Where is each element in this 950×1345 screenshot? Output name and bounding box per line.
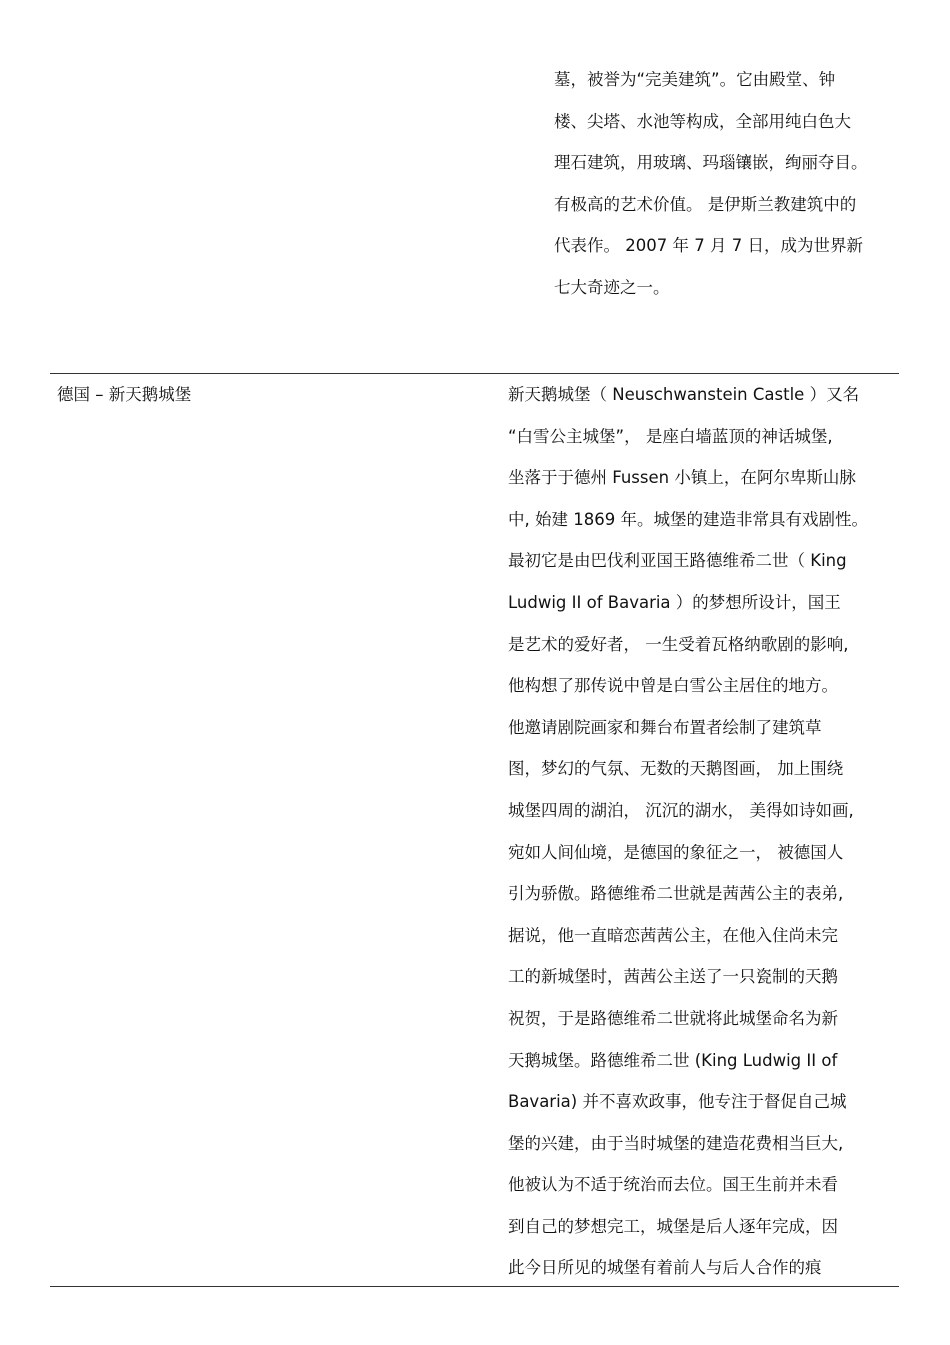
text-line: 中, 始建 1869 年。城堡的建造非常具有戏剧性。 (508, 509, 868, 529)
text-line: 引为骄傲。路德维希二世就是茜茜公主的表弟, (508, 884, 844, 904)
row-description (508, 377, 898, 1292)
text-line: 据说，他一直暗恋茜茜公主，在他入住尚未完 (508, 925, 838, 945)
text-line: 城堡四周的湖泊， 沉沉的湖水， 美得如诗如画, (508, 800, 854, 820)
table-rule-top (50, 373, 899, 374)
text-line: 理石建筑，用玻璃、玛瑙镶嵌，绚丽夺目。 (554, 153, 868, 173)
table-rule-bottom (50, 1286, 899, 1287)
text-line: Bavaria) 并不喜欢政事，他专注于督促自己城 (508, 1092, 847, 1112)
text-line: 墓，被誉为“完美建筑”。它由殿堂、钟 (554, 70, 836, 89)
text-line: 他构想了那传说中曾是白雪公主居住的地方。 (508, 676, 838, 696)
text-line: 他邀请剧院画家和舞台布置者绘制了建筑草 (508, 717, 822, 737)
text-line: 最初它是由巴伐利亚国王路德维希二世（ King (508, 551, 847, 571)
text-line: 宛如人间仙境，是德国的象征之一， 被德国人 (508, 842, 844, 862)
text-line: 工的新城堡时，茜茜公主送了一只瓷制的天鹅 (508, 967, 838, 987)
text-line: 图，梦幻的气氛、无数的天鹅图画， 加上围绕 (508, 759, 844, 779)
text-line: 到自己的梦想完工，城堡是后人逐年完成，因 (508, 1216, 838, 1236)
text-line: 新天鹅城堡（ Neuschwanstein Castle ）又名 (508, 385, 860, 404)
text-line: 祝贺，于是路德维希二世就将此城堡命名为新 (508, 1008, 838, 1028)
top-paragraph (554, 62, 899, 312)
text-line: 代表作。 2007 年 7 月 7 日，成为世界新 (554, 236, 863, 256)
text-line: 堡的兴建，由于当时城堡的建造花费相当巨大, (508, 1133, 844, 1153)
text-line: “白雪公主城堡”， 是座白墙蓝顶的神话城堡, (508, 426, 833, 446)
row-label: 德国 – 新天鹅城堡 (57, 385, 192, 404)
text-line: 此今日所见的城堡有着前人与后人合作的痕 (508, 1258, 822, 1278)
text-line: 是艺术的爱好者， 一生受着瓦格纳歌剧的影响, (508, 634, 849, 654)
text-line: 坐落于于德州 Fussen 小镇上，在阿尔卑斯山脉 (508, 468, 856, 488)
text-line: 有极高的艺术价值。 是伊斯兰教建筑中的 (554, 194, 857, 214)
text-line: 他被认为不适于统治而去位。国王生前并未看 (508, 1175, 838, 1195)
text-line: 楼、尖塔、水池等构成，全部用纯白色大 (554, 111, 851, 131)
text-line: 七大奇迹之一。 (554, 277, 670, 297)
text-line: Ludwig II of Bavaria ）的梦想所设计，国王 (508, 592, 841, 612)
text-line: 天鹅城堡。路德维希二世 (King Ludwig II of (508, 1050, 838, 1070)
